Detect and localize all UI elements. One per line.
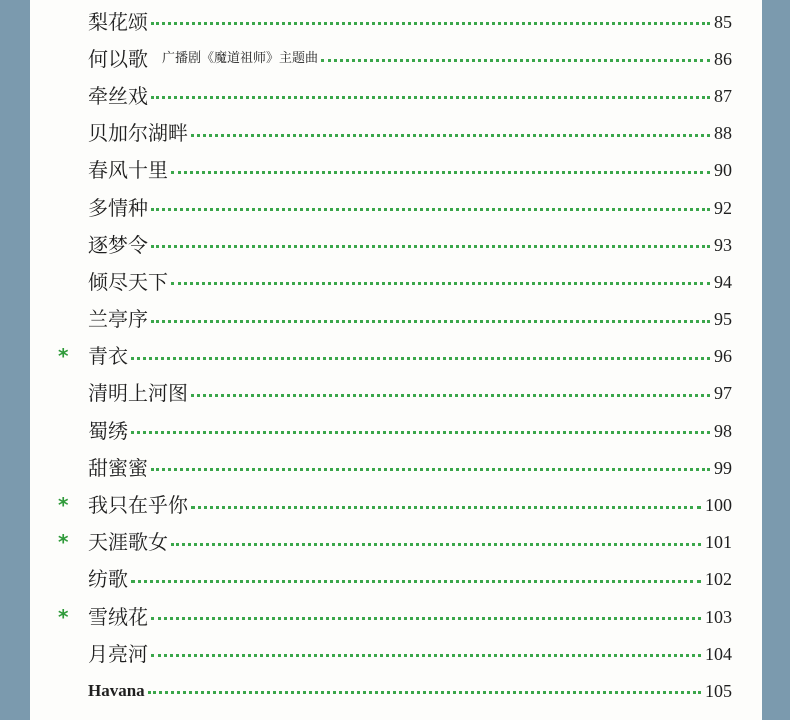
dotted-leader	[151, 654, 701, 657]
toc-entry[interactable]	[30, 375, 762, 412]
toc-entry-line	[88, 3, 732, 40]
toc-entry[interactable]	[30, 524, 762, 561]
dotted-leader	[191, 134, 710, 137]
dotted-leader	[131, 431, 710, 434]
star-marker-icon: *	[58, 344, 69, 369]
document-page	[30, 0, 762, 720]
toc-entry-line	[88, 115, 732, 152]
page-number: 87	[714, 85, 732, 106]
toc-entry-line	[88, 189, 732, 226]
page-number: 101	[705, 532, 732, 553]
toc-entry[interactable]	[30, 263, 762, 300]
entry-title: 逐梦令	[88, 232, 148, 257]
toc-entry[interactable]	[30, 115, 762, 152]
entry-subtitle: 广播剧《魔道祖师》主题曲	[162, 51, 319, 67]
star-marker-icon: *	[58, 530, 69, 555]
page-number: 92	[714, 197, 732, 218]
page-number: 93	[714, 234, 732, 255]
entry-title: 清明上河图	[88, 381, 188, 406]
entry-title: 甜蜜蜜	[88, 455, 148, 480]
toc-entry-line	[88, 375, 732, 412]
page-number: 88	[714, 123, 732, 144]
toc-entry-line	[88, 152, 732, 189]
entry-title: 多情种	[88, 195, 148, 220]
entry-title: 纺歌	[88, 567, 128, 592]
entry-title: 雪绒花	[88, 604, 148, 629]
entry-title: Havana	[88, 681, 145, 701]
entry-title: 兰亭序	[88, 307, 148, 332]
page-number: 85	[714, 11, 732, 32]
entry-title: 贝加尔湖畔	[88, 121, 188, 146]
page-number: 104	[705, 643, 732, 664]
toc-entry-line	[88, 263, 732, 300]
entry-title: 春风十里	[88, 158, 168, 183]
toc-entry[interactable]	[30, 338, 762, 375]
toc-entry-line	[88, 635, 732, 672]
star-marker-icon: *	[58, 604, 69, 629]
toc-entry[interactable]	[30, 189, 762, 226]
page-number: 90	[714, 160, 732, 181]
page-number: 105	[705, 680, 732, 701]
dotted-leader	[321, 59, 710, 62]
toc-entry[interactable]	[30, 301, 762, 338]
page-number: 94	[714, 271, 732, 292]
page-number: 98	[714, 420, 732, 441]
entry-title: 倾尽天下	[88, 269, 168, 294]
toc-entry[interactable]	[30, 226, 762, 263]
dotted-leader	[131, 357, 710, 360]
dotted-leader	[171, 543, 701, 546]
dotted-leader	[151, 22, 710, 25]
toc-entry[interactable]	[30, 561, 762, 598]
dotted-leader	[151, 245, 710, 248]
page-number: 99	[714, 457, 732, 478]
toc-entry-line	[88, 77, 732, 114]
toc-entry[interactable]	[30, 672, 762, 709]
entry-title: 青衣	[88, 344, 128, 369]
page-number: 100	[705, 495, 732, 516]
dotted-leader	[151, 617, 701, 620]
entry-title: 我只在乎你	[88, 493, 188, 518]
toc-entry-line	[88, 561, 732, 598]
page-number: 95	[714, 309, 732, 330]
dotted-leader	[151, 208, 710, 211]
toc-entry-line	[88, 338, 732, 375]
toc-entry[interactable]	[30, 152, 762, 189]
toc-entry[interactable]	[30, 412, 762, 449]
dotted-leader	[131, 580, 701, 583]
toc-entry-line	[88, 449, 732, 486]
page-number: 103	[705, 606, 732, 627]
page-number: 86	[714, 48, 732, 69]
entry-title: 月亮河	[88, 641, 148, 666]
toc-entry-line	[88, 226, 732, 263]
dotted-leader	[191, 394, 710, 397]
page-number: 97	[714, 383, 732, 404]
entry-title: 蜀绣	[88, 418, 128, 443]
table-of-contents	[30, 3, 762, 710]
toc-entry[interactable]	[30, 40, 762, 77]
dotted-leader	[151, 320, 710, 323]
dotted-leader	[171, 171, 710, 174]
entry-title: 牵丝戏	[88, 83, 148, 108]
entry-title: 何以歌	[88, 46, 148, 71]
page-number: 102	[705, 569, 732, 590]
toc-entry[interactable]	[30, 3, 762, 40]
dotted-leader	[171, 282, 710, 285]
toc-entry-line	[88, 598, 732, 635]
toc-entry[interactable]	[30, 598, 762, 635]
entry-title: 梨花颂	[88, 9, 148, 34]
dotted-leader	[151, 468, 710, 471]
toc-entry[interactable]	[30, 635, 762, 672]
dotted-leader	[148, 691, 701, 694]
toc-entry-line	[88, 412, 732, 449]
toc-entry-line	[88, 301, 732, 338]
toc-entry[interactable]	[30, 449, 762, 486]
toc-entry-line	[88, 672, 732, 709]
toc-entry[interactable]	[30, 77, 762, 114]
toc-entry-line	[88, 524, 732, 561]
page-number: 96	[714, 346, 732, 367]
dotted-leader	[191, 506, 701, 509]
dotted-leader	[151, 96, 710, 99]
toc-entry[interactable]	[30, 486, 762, 523]
toc-entry-line	[88, 40, 732, 77]
toc-entry-line	[88, 486, 732, 523]
entry-title: 天涯歌女	[88, 530, 168, 555]
star-marker-icon: *	[58, 493, 69, 518]
